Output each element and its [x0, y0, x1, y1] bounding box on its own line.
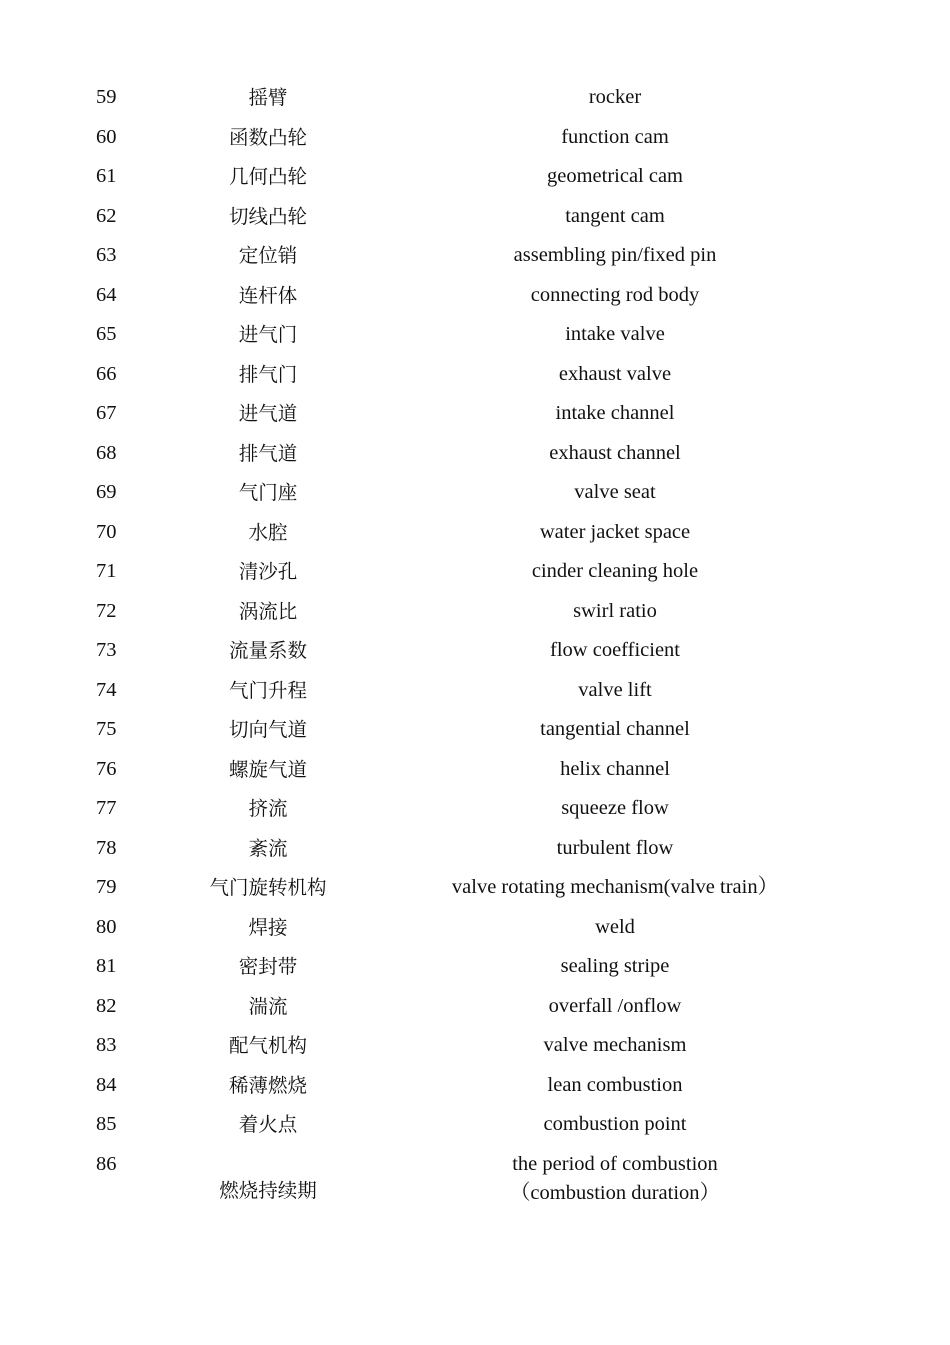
term-number: 59 — [96, 86, 117, 108]
table-row — [0, 592, 950, 632]
term-chinese: 螺旋气道 — [228, 757, 307, 781]
term-number: 79 — [96, 876, 117, 898]
term-english: combustion point — [543, 1113, 687, 1135]
term-english: rocker — [588, 86, 642, 108]
term-number: 61 — [96, 165, 117, 187]
term-chinese: 排气道 — [238, 441, 298, 465]
term-number: 67 — [96, 402, 117, 424]
term-number: 73 — [96, 639, 117, 661]
term-english: weld — [595, 915, 635, 938]
term-number: 77 — [96, 797, 117, 819]
term-english: function cam — [561, 125, 669, 148]
table-row — [0, 197, 950, 237]
term-chinese: 连杆体 — [238, 283, 298, 307]
table-row — [0, 276, 950, 316]
term-chinese: 几何凸轮 — [228, 165, 307, 188]
term-english: sealing stripe — [560, 955, 670, 977]
term-english: tangential channel — [540, 718, 690, 740]
table-row — [0, 355, 950, 395]
term-number: 64 — [96, 283, 117, 306]
table-row — [0, 434, 950, 474]
term-english: exhaust valve — [558, 362, 672, 385]
term-english-line2: （combustion duration） — [509, 1181, 721, 1204]
term-english: swirl ratio — [573, 599, 657, 622]
term-number: 78 — [96, 836, 117, 859]
term-chinese: 挤流 — [248, 797, 288, 820]
term-chinese: 流量系数 — [228, 639, 307, 662]
term-chinese: 稀薄燃烧 — [228, 1073, 307, 1097]
term-english: intake channel — [555, 402, 675, 424]
term-english: geometrical cam — [546, 165, 684, 187]
term-number: 82 — [96, 994, 117, 1017]
term-number: 69 — [96, 481, 117, 503]
table-row — [0, 789, 950, 829]
term-number: 86 — [96, 1152, 117, 1175]
table-row — [0, 631, 950, 671]
table-row — [0, 750, 950, 790]
table-row — [0, 908, 950, 948]
term-number: 76 — [96, 757, 117, 780]
term-chinese: 函数凸轮 — [228, 125, 307, 149]
term-english: lean combustion — [547, 1073, 683, 1096]
table-row — [0, 473, 950, 513]
term-chinese: 紊流 — [248, 836, 288, 860]
term-number: 74 — [96, 678, 117, 701]
term-english: exhaust channel — [549, 441, 681, 464]
table-row — [0, 236, 950, 276]
term-english: valve rotating mechanism(valve train） — [451, 876, 779, 898]
term-english: intake valve — [565, 323, 665, 345]
term-chinese: 焊接 — [248, 915, 288, 939]
term-number: 62 — [96, 204, 117, 227]
table-row — [0, 1105, 950, 1145]
term-number: 66 — [96, 362, 117, 385]
table-row — [0, 118, 950, 158]
term-english: connecting rod body — [530, 283, 700, 306]
term-english: helix channel — [560, 757, 670, 780]
term-number: 70 — [96, 520, 117, 543]
term-chinese: 切线凸轮 — [228, 204, 307, 228]
term-chinese: 清沙孔 — [238, 560, 298, 583]
term-number: 63 — [96, 244, 117, 266]
term-english: valve seat — [574, 481, 656, 503]
term-chinese: 水腔 — [248, 520, 288, 544]
glossary-table — [0, 78, 950, 1207]
term-english: turbulent flow — [556, 836, 674, 859]
term-number: 71 — [96, 560, 117, 582]
term-chinese: 气门座 — [238, 481, 298, 504]
term-number: 83 — [96, 1034, 117, 1056]
table-row — [0, 513, 950, 553]
term-chinese: 湍流 — [248, 994, 288, 1018]
term-number: 81 — [96, 955, 117, 977]
table-row — [0, 947, 950, 987]
term-number: 75 — [96, 718, 117, 740]
term-english: assembling pin/fixed pin — [513, 244, 717, 266]
table-row — [0, 987, 950, 1027]
table-row — [0, 1026, 950, 1066]
term-chinese: 涡流比 — [238, 599, 298, 623]
term-english: water jacket space — [539, 520, 691, 543]
term-number: 72 — [96, 599, 117, 622]
term-number: 85 — [96, 1113, 117, 1135]
term-number: 60 — [96, 125, 117, 148]
table-row — [0, 315, 950, 355]
term-number: 84 — [96, 1073, 117, 1096]
term-english: cinder cleaning hole — [531, 560, 699, 582]
table-row — [0, 1066, 950, 1106]
term-chinese: 摇臂 — [248, 86, 288, 109]
term-chinese: 定位销 — [238, 244, 298, 267]
term-chinese: 气门升程 — [228, 678, 307, 702]
term-english: flow coefficient — [550, 639, 680, 661]
table-row — [0, 157, 950, 197]
term-english: overfall /onflow — [548, 994, 682, 1017]
term-chinese: 排气门 — [238, 362, 298, 386]
term-english: tangent cam — [565, 204, 665, 227]
term-number: 68 — [96, 441, 117, 464]
table-row — [0, 394, 950, 434]
table-row — [0, 868, 950, 908]
term-chinese: 配气机构 — [228, 1034, 307, 1057]
table-row — [0, 552, 950, 592]
term-chinese: 着火点 — [238, 1113, 298, 1136]
term-english-line1: the period of combustion — [512, 1152, 718, 1175]
table-row — [0, 671, 950, 711]
term-english: squeeze flow — [561, 797, 669, 819]
term-chinese: 密封带 — [238, 955, 298, 978]
term-chinese: 气门旋转机构 — [209, 876, 327, 899]
term-english — [390, 1145, 840, 1208]
table-row — [0, 710, 950, 750]
table-row — [0, 829, 950, 869]
term-number: 80 — [96, 915, 117, 938]
table-row-last — [0, 1145, 950, 1207]
term-chinese: 切向气道 — [228, 718, 307, 741]
term-number: 65 — [96, 323, 117, 345]
table-row — [0, 78, 950, 118]
term-english: valve lift — [578, 678, 652, 701]
term-chinese: 燃烧持续期 — [219, 1178, 317, 1202]
term-english: valve mechanism — [543, 1034, 687, 1056]
term-chinese: 进气道 — [238, 402, 298, 425]
term-chinese: 进气门 — [238, 323, 298, 346]
